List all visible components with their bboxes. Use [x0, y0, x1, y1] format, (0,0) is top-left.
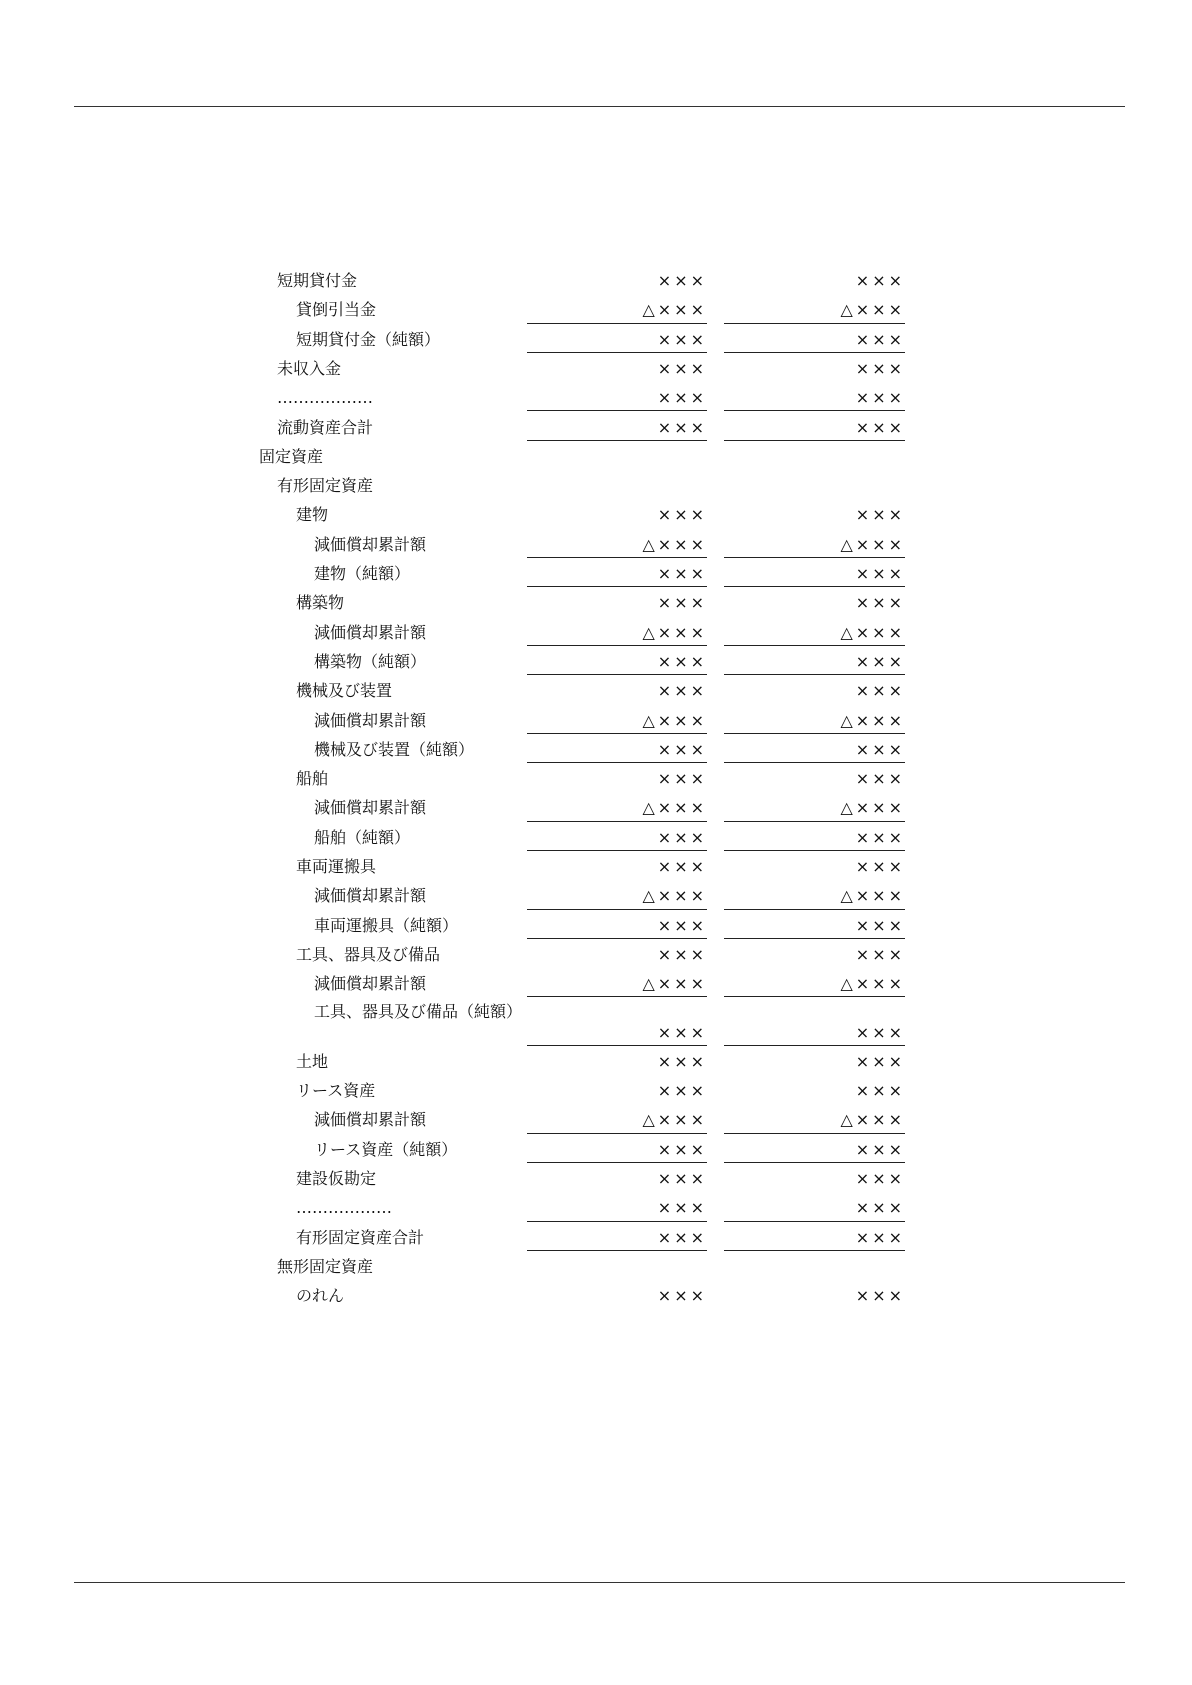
row-label: 土地 [296, 1051, 329, 1071]
value-prior-year: ××× [657, 417, 707, 437]
table-row [0, 471, 1192, 500]
table-row [0, 1164, 1192, 1193]
value-prior-year: △××× [642, 798, 707, 818]
row-label: 貸倒引当金 [296, 300, 377, 320]
row-label: 減価償却累計額 [314, 1110, 427, 1130]
table-row [0, 793, 1192, 822]
subtotal-line-prior [527, 762, 707, 763]
table-row [0, 500, 1192, 529]
subtotal-line-current [724, 762, 905, 763]
value-prior-year: ××× [657, 271, 707, 290]
table-row [0, 969, 1192, 998]
table-row [0, 530, 1192, 559]
subtotal-line-prior [527, 586, 707, 587]
table-row [0, 442, 1192, 471]
value-prior-year: ××× [657, 358, 707, 378]
table-row [0, 999, 1192, 1047]
value-current-year: ××× [855, 388, 905, 408]
row-label: 工具、器具及び備品 [296, 944, 441, 964]
subtotal-line-current [724, 909, 905, 910]
value-prior-year: ××× [657, 1169, 707, 1188]
footer-rule [74, 1582, 1125, 1583]
row-label: 構築物 [296, 593, 345, 613]
value-current-year: △××× [840, 622, 905, 642]
table-row [0, 383, 1192, 412]
row-label: 有形固定資産 [277, 476, 374, 496]
subtotal-line-prior [527, 996, 707, 997]
subtotal-line-current [724, 1250, 905, 1251]
value-prior-year: △××× [642, 300, 707, 320]
row-label: 減価償却累計額 [314, 974, 427, 994]
row-label: ……………… [277, 388, 373, 408]
value-prior-year: ××× [657, 1286, 707, 1306]
row-label: 流動資産合計 [277, 417, 374, 437]
table-row [0, 852, 1192, 881]
value-prior-year: △××× [642, 886, 707, 906]
subtotal-line-prior [527, 1250, 707, 1251]
table-row [0, 588, 1192, 617]
value-prior-year: ××× [657, 1051, 707, 1071]
subtotal-line-current [724, 1045, 905, 1046]
subtotal-line-current [724, 674, 905, 675]
subtotal-line-prior [527, 1162, 707, 1163]
row-label: 短期貸付金 [277, 271, 358, 290]
value-prior-year: △××× [642, 534, 707, 554]
value-current-year: ××× [855, 1022, 905, 1042]
value-prior-year: △××× [642, 622, 707, 642]
value-current-year: ××× [855, 827, 905, 847]
row-label: 無形固定資産 [277, 1256, 374, 1276]
value-current-year: ××× [855, 1139, 905, 1159]
subtotal-line-current [724, 352, 905, 353]
row-label: 機械及び装置（純額） [314, 739, 475, 759]
row-label: 構築物（純額） [314, 651, 427, 671]
table-row [0, 1193, 1192, 1222]
row-label: 減価償却累計額 [314, 622, 427, 642]
table-row [0, 647, 1192, 676]
value-current-year: ××× [855, 1227, 905, 1247]
value-prior-year: ××× [657, 1198, 707, 1218]
row-label: 建設仮勘定 [296, 1169, 377, 1188]
subtotal-line-prior [527, 1221, 707, 1222]
value-current-year: ××× [855, 564, 905, 583]
value-prior-year: ××× [657, 857, 707, 876]
value-current-year: ××× [855, 358, 905, 378]
subtotal-line-prior [527, 645, 707, 646]
table-row [0, 1223, 1192, 1252]
value-prior-year: ××× [657, 593, 707, 613]
value-current-year: ××× [855, 271, 905, 290]
table-row [0, 706, 1192, 735]
value-prior-year: ××× [657, 915, 707, 935]
table-row [0, 266, 1192, 295]
row-label: 工具、器具及び備品（純額） [314, 1001, 523, 1021]
value-current-year: ××× [855, 417, 905, 437]
row-label: リース資産 [296, 1081, 376, 1101]
subtotal-line-prior [527, 909, 707, 910]
value-current-year: ××× [855, 651, 905, 671]
table-row [0, 1252, 1192, 1281]
value-current-year: △××× [840, 534, 905, 554]
subtotal-line-current [724, 557, 905, 558]
value-prior-year: ××× [657, 739, 707, 759]
value-prior-year: △××× [642, 974, 707, 994]
row-label: のれん [296, 1286, 345, 1306]
value-prior-year: ××× [657, 769, 707, 789]
value-prior-year: ××× [657, 388, 707, 408]
subtotal-line-current [724, 586, 905, 587]
subtotal-line-current [724, 410, 905, 411]
subtotal-line-current [724, 733, 905, 734]
row-label: ……………… [296, 1198, 392, 1218]
table-row [0, 881, 1192, 910]
row-label: 車両運搬具 [296, 857, 377, 876]
value-current-year: ××× [855, 739, 905, 759]
subtotal-line-current [724, 996, 905, 997]
subtotal-line-prior [527, 323, 707, 324]
value-prior-year: ××× [657, 827, 707, 847]
value-current-year: ××× [855, 857, 905, 876]
subtotal-line-prior [527, 410, 707, 411]
row-label: 船舶（純額） [314, 827, 411, 847]
table-row [0, 1281, 1192, 1310]
subtotal-line-current [724, 645, 905, 646]
table-row [0, 764, 1192, 793]
row-label: 減価償却累計額 [314, 710, 427, 730]
subtotal-line-current [724, 938, 905, 939]
table-row [0, 1076, 1192, 1105]
table-row [0, 1047, 1192, 1076]
value-current-year: ××× [855, 505, 905, 525]
value-current-year: ××× [855, 915, 905, 935]
table-row [0, 823, 1192, 852]
value-current-year: ××× [855, 1198, 905, 1218]
table-row [0, 911, 1192, 940]
row-label: 未収入金 [277, 358, 342, 378]
value-current-year: △××× [840, 300, 905, 320]
subtotal-line-prior [527, 1133, 707, 1134]
value-current-year: △××× [840, 974, 905, 994]
subtotal-line-prior [527, 733, 707, 734]
subtotal-line-prior [527, 440, 707, 441]
value-current-year: ××× [855, 329, 905, 349]
row-label: 有形固定資産合計 [296, 1227, 425, 1247]
row-label: 固定資産 [259, 446, 324, 466]
subtotal-line-prior [527, 674, 707, 675]
subtotal-line-current [724, 1133, 905, 1134]
value-current-year: △××× [840, 1110, 905, 1130]
value-current-year: ××× [855, 681, 905, 701]
value-prior-year: ××× [657, 1227, 707, 1247]
subtotal-line-prior [527, 352, 707, 353]
row-label: 船舶 [296, 769, 329, 789]
row-label: 短期貸付金（純額） [296, 329, 441, 349]
value-prior-year: ××× [657, 1022, 707, 1042]
value-prior-year: △××× [642, 1110, 707, 1130]
subtotal-line-current [724, 821, 905, 822]
table-row [0, 735, 1192, 764]
subtotal-line-current [724, 850, 905, 851]
table-row [0, 940, 1192, 969]
value-current-year: ××× [855, 1169, 905, 1188]
row-label: 減価償却累計額 [314, 798, 427, 818]
value-prior-year: △××× [642, 710, 707, 730]
subtotal-line-current [724, 440, 905, 441]
value-prior-year: ××× [657, 564, 707, 583]
subtotal-line-current [724, 1162, 905, 1163]
value-current-year: ××× [855, 769, 905, 789]
value-prior-year: ××× [657, 329, 707, 349]
subtotal-line-prior [527, 557, 707, 558]
value-current-year: △××× [840, 710, 905, 730]
table-row [0, 676, 1192, 705]
table-row [0, 618, 1192, 647]
value-current-year: △××× [840, 798, 905, 818]
table-row [0, 1105, 1192, 1134]
row-label: 減価償却累計額 [314, 886, 427, 906]
subtotal-line-prior [527, 850, 707, 851]
value-current-year: ××× [855, 1286, 905, 1306]
subtotal-line-current [724, 323, 905, 324]
value-prior-year: ××× [657, 505, 707, 525]
table-row [0, 295, 1192, 324]
subtotal-line-current [724, 1221, 905, 1222]
row-label: 機械及び装置 [296, 681, 393, 701]
table-row [0, 325, 1192, 354]
row-label: 建物（純額） [314, 564, 411, 583]
table-row [0, 559, 1192, 588]
value-current-year: △××× [840, 886, 905, 906]
row-label: 車両運搬具（純額） [314, 915, 459, 935]
subtotal-line-prior [527, 821, 707, 822]
subtotal-line-prior [527, 1045, 707, 1046]
row-label: リース資産（純額） [314, 1139, 458, 1159]
value-prior-year: ××× [657, 944, 707, 964]
value-current-year: ××× [855, 944, 905, 964]
table-row [0, 413, 1192, 442]
subtotal-line-prior [527, 938, 707, 939]
row-label: 減価償却累計額 [314, 534, 427, 554]
value-current-year: ××× [855, 1081, 905, 1101]
row-label: 建物 [296, 505, 329, 525]
value-prior-year: ××× [657, 1139, 707, 1159]
header-rule [74, 106, 1125, 107]
value-prior-year: ××× [657, 651, 707, 671]
value-current-year: ××× [855, 1051, 905, 1071]
table-row [0, 1135, 1192, 1164]
value-prior-year: ××× [657, 681, 707, 701]
value-prior-year: ××× [657, 1081, 707, 1101]
table-row [0, 354, 1192, 383]
value-current-year: ××× [855, 593, 905, 613]
